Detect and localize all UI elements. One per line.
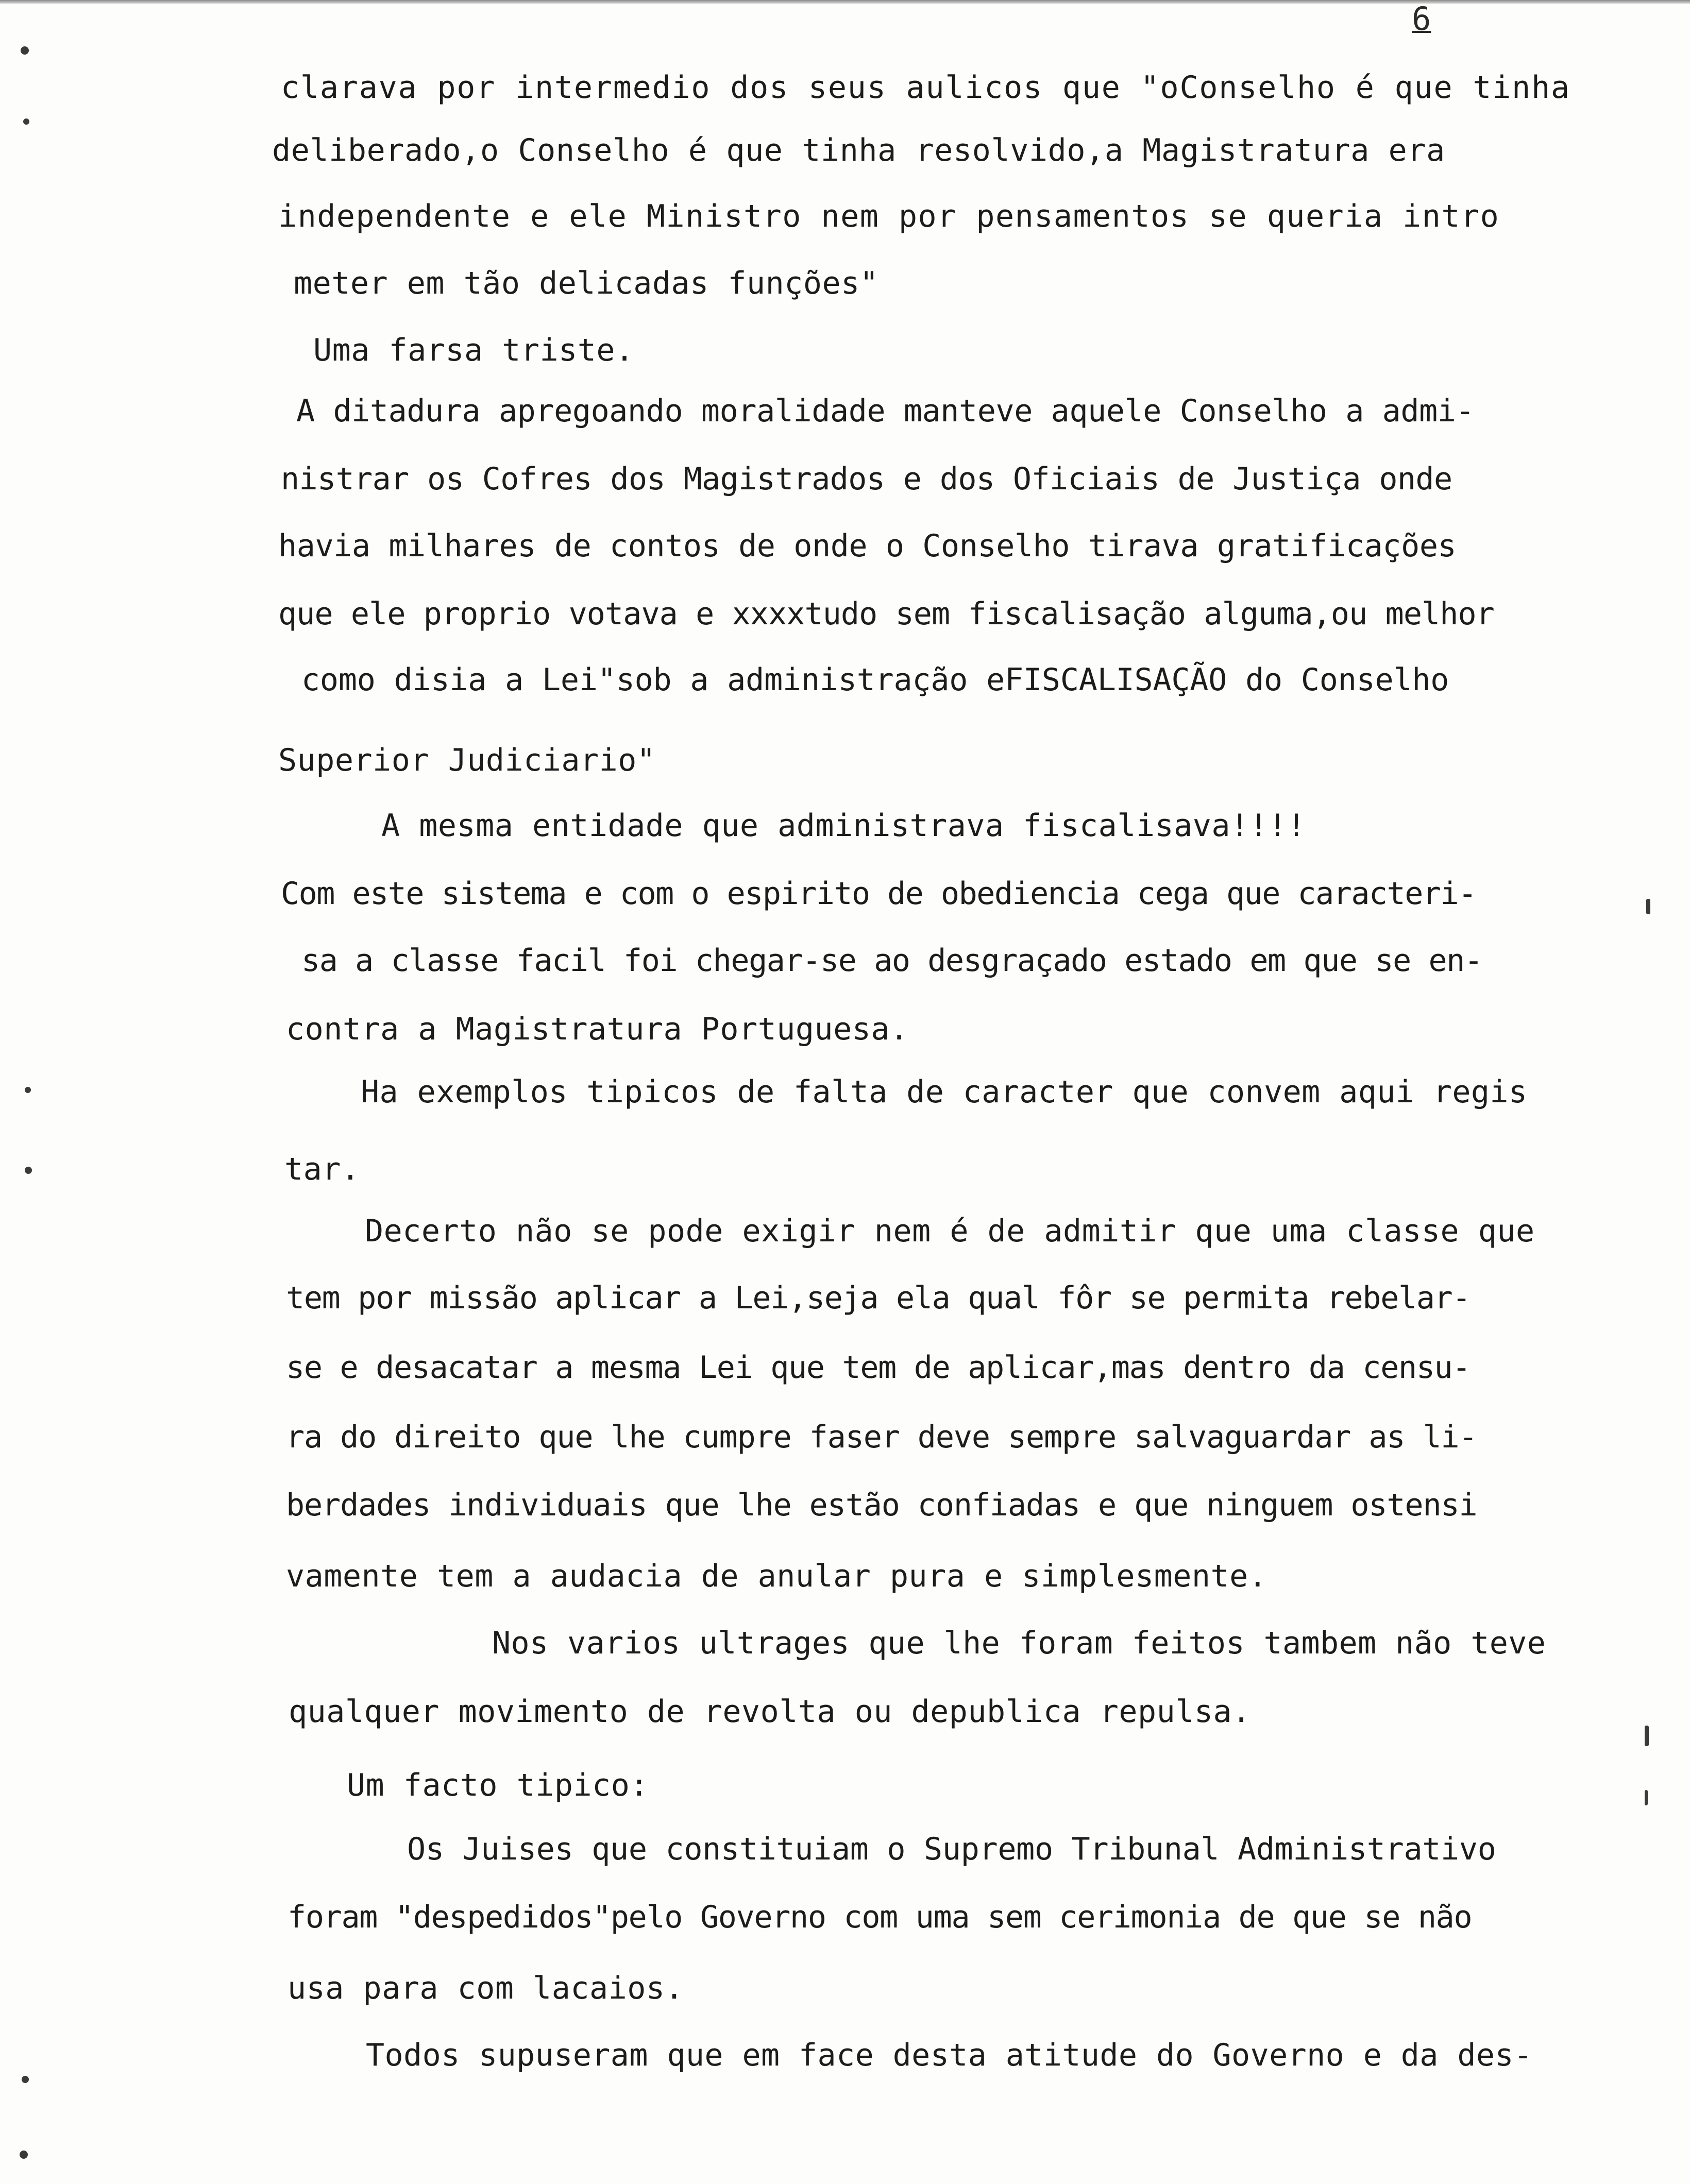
margin-speck xyxy=(25,1167,32,1174)
margin-speck xyxy=(22,2076,29,2083)
text-line: ra do direito que lhe cumpre faser deve sempre salvaguardar as li- xyxy=(286,1419,1477,1455)
text-line: como disia a Lei"sob a administração eFISCALISAÇÃO do Conselho xyxy=(301,662,1449,698)
text-line: A mesma entidade que administrava fiscalisava!!!! xyxy=(381,808,1306,844)
text-line: se e desacatar a mesma Lei que tem de aplicar,mas dentro da censu- xyxy=(286,1350,1471,1386)
margin-speck xyxy=(1646,899,1650,914)
text-line: Ha exemplos tipicos de falta de caracter que convem aqui regis xyxy=(361,1074,1528,1110)
text-line: berdades individuais que lhe estão confiadas e que ninguem ostensi xyxy=(286,1487,1477,1523)
text-line: Os Juises que constituiam o Supremo Tribunal Administrativo xyxy=(407,1831,1496,1867)
text-line: foram "despedidos"pelo Governo com uma sem cerimonia de que se não xyxy=(288,1899,1472,1935)
text-line: Um facto tipico: xyxy=(347,1767,649,1803)
text-line: usa para com lacaios. xyxy=(288,1970,684,2006)
text-line: nistrar os Cofres dos Magistrados e dos Oficiais de Justiça onde xyxy=(281,461,1452,497)
text-line: deliberado,o Conselho é que tinha resolvido,a Magistratura era xyxy=(272,132,1445,168)
text-line: Decerto não se pode exigir nem é de admitir que uma classe que xyxy=(365,1213,1535,1249)
text-line: Superior Judiciario" xyxy=(278,742,656,778)
top-rule xyxy=(0,0,1690,4)
text-line: contra a Magistratura Portuguesa. xyxy=(286,1011,909,1047)
text-line: vamente tem a audacia de anular pura e simplesmente. xyxy=(286,1558,1268,1594)
text-line: havia milhares de contos de onde o Conselho tirava gratificações xyxy=(278,528,1457,564)
margin-speck xyxy=(1645,1726,1649,1746)
margin-speck xyxy=(1645,1790,1648,1805)
margin-speck xyxy=(23,118,29,125)
text-line: independente e ele Ministro nem por pensamentos se queria intro xyxy=(278,198,1500,234)
page-number: 6 xyxy=(1412,0,1431,38)
text-line: tar. xyxy=(284,1151,360,1187)
text-line: tem por missão aplicar a Lei,seja ela qual fôr se permita rebelar- xyxy=(286,1280,1471,1316)
text-line: que ele proprio votava e xxxxtudo sem fiscalisação alguma,ou melhor xyxy=(278,596,1494,632)
margin-speck xyxy=(21,46,29,55)
text-line: Uma farsa triste. xyxy=(313,332,634,368)
text-line: meter em tão delicadas funções" xyxy=(294,265,879,301)
margin-speck xyxy=(20,2151,28,2159)
margin-speck xyxy=(25,1087,31,1093)
text-line: sa a classe facil foi chegar-se ao desgraçado estado em que se en- xyxy=(301,943,1482,979)
text-line: Com este sistema e com o espirito de obediencia cega que caracteri- xyxy=(281,876,1476,912)
text-line: qualquer movimento de revolta ou depublica repulsa. xyxy=(289,1694,1251,1730)
text-line: A ditadura apregoando moralidade manteve aquele Conselho a admi- xyxy=(296,393,1475,429)
text-line: Todos supuseram que em face desta atitude do Governo e da des- xyxy=(366,2037,1533,2073)
text-line: Nos varios ultrages que lhe foram feitos tambem não teve xyxy=(492,1625,1546,1661)
text-line: clarava por intermedio dos seus aulicos que "oConselho é que tinha xyxy=(281,70,1570,106)
